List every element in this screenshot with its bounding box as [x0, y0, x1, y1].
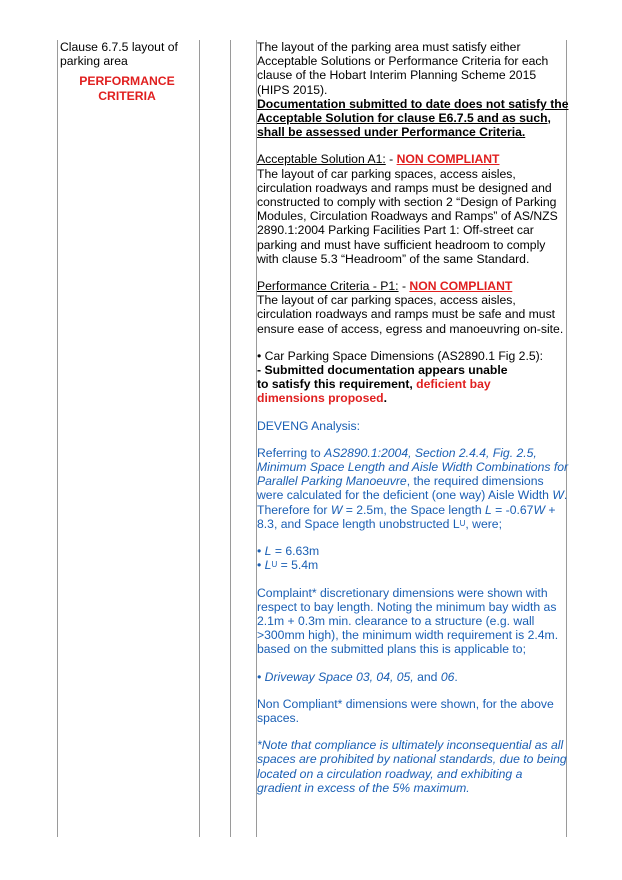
bullet-l: • L = 6.63m: [257, 544, 320, 559]
intro-text: The layout of the parking area must satisfy either Acceptable Solutions or Performance Criteria for each clause of the Hobart Interim Planning Scheme 2015 (HIPS 2015).: [257, 40, 549, 97]
var-l: L: [484, 502, 492, 517]
table-border-mid2: [230, 40, 231, 837]
p1-dash: -: [398, 279, 410, 294]
var-l: L: [264, 544, 272, 559]
p1-text: The layout of car parking spaces, access aisles, circulation roadways and ramps must be safe and must ensure ease of access, egress and manoeuvring on-site.: [257, 293, 564, 336]
analysis-p-d: = 2.5m, the Space length: [342, 502, 485, 517]
bullet-lu: • $L^U = 5.4m$: [257, 558, 319, 573]
dims-period: .: [383, 391, 388, 406]
noncompliant-text: Non Compliant* dimensions were shown, for the above spaces.: [257, 696, 554, 725]
analysis-p-f: + 8.3, and Space length unobstructed L: [257, 502, 556, 531]
dims-finding: [257, 363, 512, 406]
criteria-heading: PERFORMANCE CRITERIA: [79, 74, 175, 103]
driveway-c: 06: [440, 669, 455, 684]
driveway-d: .: [454, 669, 458, 684]
a1-label: Acceptable Solution A1:: [257, 152, 386, 167]
note-text: *Note that compliance is ultimately inconsequential as all spaces are prohibited by national standards, due to being located on a circulation roadway, and exhibiting a gradient in excess of the 5% maximum.: [257, 738, 567, 795]
var-u: U: [459, 518, 466, 528]
analysis-p-c: . Therefore for: [257, 488, 568, 517]
var-l: L: [264, 558, 272, 573]
analysis-p-g: , were;: [465, 516, 502, 531]
bullet-lu-value: = 5.4m: [277, 558, 319, 573]
analysis-paragraph: [257, 446, 569, 531]
assessment-content: [257, 40, 569, 795]
driveway-a: • Driveway Space 03, 04, 05,: [257, 669, 414, 684]
driveway-b: and: [413, 669, 441, 684]
table-border-mid1: [199, 40, 200, 837]
a1-status: NON COMPLIANT: [396, 152, 500, 167]
dims-bullet: • Car Parking Space Dimensions (AS2890.1 Fig 2.5):: [257, 348, 544, 363]
analysis-p-b: , the required dimensions were calculated for the deficient (one way) Aisle Width: [257, 474, 553, 503]
var-w: W: [533, 502, 545, 517]
bullet-l-value: = 6.63m: [271, 544, 320, 559]
driveway-bullet: [257, 670, 569, 684]
left-column: [57, 40, 197, 103]
var-u: U: [271, 560, 278, 570]
complaint-text: Complaint* discretionary dimensions were shown with respect to bay length. Noting the minimum bay width as 2.1m + 0.3m min. clearance to a structure (e.g. wall >300mm high), the minimum width requirement is 2.4m. based on the submitted plans this is applicable to;: [257, 585, 559, 657]
a1-heading: [257, 152, 569, 166]
var-w: W: [330, 502, 343, 517]
analysis-ref: AS2890.1:2004, Section 2.4.4, Fig. 2.5, Minimum Space Length and Aisle Width Combinations for Parallel Parking Manoeuvre: [257, 445, 569, 489]
analysis-p-a: Referring to: [257, 445, 325, 460]
p1-heading: [257, 279, 569, 293]
clause-label: Clause 6.7.5 layout of parking area: [60, 40, 178, 69]
a1-text: The layout of car parking spaces, access aisles, circulation roadways and ramps must be designed and constructed to comply with section 2 “Design of Parking Modules, Circulation Roadways and Ramps” of AS/NZS 2890.1:2004 Parking Facilities Part 1: Off-street car parking and must have sufficient headroom to comply with clause 5.3 “Headroom” of the same Standard.: [257, 166, 558, 266]
p1-status: NON COMPLIANT: [409, 279, 513, 294]
dims-deficient: deficient bay dimensions proposed: [257, 377, 491, 406]
analysis-p-e: = -0.67: [491, 502, 534, 517]
var-w: W: [552, 488, 564, 503]
intro-bold-note: Documentation submitted to date does not satisfy the Acceptable Solution for clause E6.7.5 and as such, shall be assessed under Performance Criteria.: [257, 96, 569, 140]
analysis-heading: DEVENG Analysis:: [257, 418, 360, 433]
dims-finding-text: - Submitted documentation appears unable to satisfy this requirement,: [257, 363, 508, 392]
a1-dash: -: [385, 152, 397, 167]
p1-label: Performance Criteria - P1:: [257, 279, 399, 294]
table-border-left: [57, 40, 58, 837]
